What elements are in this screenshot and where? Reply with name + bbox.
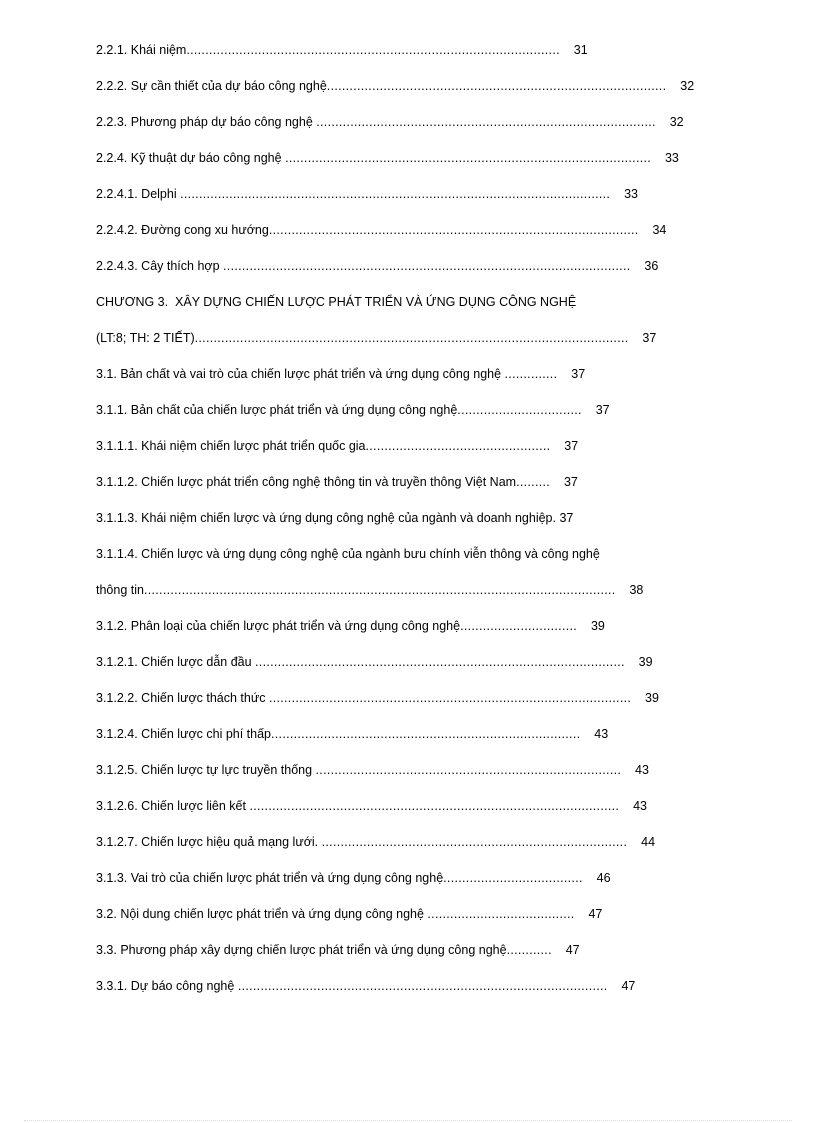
toc-entry [96, 320, 656, 356]
toc-entry [96, 716, 656, 752]
toc-entry [96, 500, 656, 536]
toc-entry-page-number: 39 [577, 619, 605, 633]
toc-entry-page-number: 31 [559, 43, 588, 57]
toc-entry-leader: ..................................... [443, 871, 583, 885]
toc-entry [96, 824, 656, 860]
toc-entry-page-number: 43 [621, 763, 649, 777]
toc-entry-title: 2.2.4.2. Đường cong xu hướng [96, 223, 269, 237]
toc-entry-page-number: 37 [557, 367, 586, 381]
toc-entry-leader: ................................................................................................... [186, 43, 560, 57]
toc-entry-page-number: 32 [655, 115, 684, 129]
toc-entry-leader: .................................................................................................. [237, 979, 608, 993]
toc-entry-leader: ............ [506, 943, 552, 957]
toc-entry-leader: ............................................................................................................ [223, 259, 631, 273]
toc-entry-page-number: 47 [607, 979, 636, 993]
toc-entry [96, 968, 656, 1004]
toc-entry-title: 3.2. Nội dung chiến lược phát triển và ứng dụng công nghệ [96, 907, 428, 921]
toc-entry-title: 3.1.1.1. Khái niệm chiến lược phát triển quốc gia [96, 439, 366, 453]
toc-entry-leader: ....................................... [427, 907, 575, 921]
toc-entry-page-number: 43 [619, 799, 647, 813]
toc-entry-title: 3.1.1.3. Khái niệm chiến lược và ứng dụng công nghệ của ngành và doanh nghiệp. 37 [96, 511, 574, 525]
toc-entry-title: 3.1.2.5. Chiến lược tự lực truyền thống [96, 763, 316, 777]
toc-entry-title: 2.2.1. Khái niệm [96, 43, 187, 57]
toc-entry-title: 3.3.1. Dự báo công nghệ [96, 979, 238, 993]
toc-entry-title: 3.1.1.4. Chiến lược và ứng dụng công nghệ của ngành bưu chính viễn thông và công nghệ [96, 547, 600, 561]
toc-entry-leader: .................................................................................................. [255, 655, 625, 669]
toc-entry-title: 3.1. Bản chất và vai trò của chiến lược phát triển và ứng dụng công nghệ [96, 367, 505, 381]
toc-entry [96, 176, 656, 212]
toc-entry-title: (LT:8; TH: 2 TIẾT) [96, 331, 195, 345]
toc-entry-page-number: 37 [628, 331, 657, 345]
toc-entry-leader: ............................................................................................................................. [143, 583, 616, 597]
toc-entry [96, 680, 659, 716]
toc-entry [96, 572, 656, 608]
toc-entry-title: 2.2.2. Sự cần thiết của dự báo công nghệ [96, 79, 327, 93]
toc-entry-page-number: 47 [574, 907, 603, 921]
toc-entry-page-number: 33 [651, 151, 679, 165]
toc-entry [96, 248, 659, 284]
toc-entry-page-number: 37 [581, 403, 610, 417]
toc-entry-title: thông tin [96, 583, 144, 597]
toc-entry [96, 68, 695, 104]
toc-entry [96, 428, 656, 464]
toc-entry-leader: ................................................................................. [315, 763, 622, 777]
toc-entry [96, 284, 656, 320]
toc-entry-leader: ............................... [460, 619, 578, 633]
toc-entry-title: 3.1.2.6. Chiến lược liên kết [96, 799, 250, 813]
toc-entry-page-number: 44 [627, 835, 656, 849]
toc-entry-leader: ......... [516, 475, 551, 489]
toc-entry-title: 2.2.4. Kỹ thuật dự báo công nghệ [96, 151, 286, 165]
toc-entry-title: CHƯƠNG 3. XÂY DỰNG CHIẾN LƯỢC PHÁT TRIỂN VÀ ỨNG DỤNG CÔNG NGHỆ [96, 295, 577, 309]
toc-entry-page-number: 39 [631, 691, 659, 705]
toc-entry [96, 356, 656, 392]
toc-entry-page-number: 33 [610, 187, 638, 201]
toc-entry-leader: .......................................................................................... [326, 79, 667, 93]
toc-entry-page-number: 32 [666, 79, 695, 93]
toc-entry [96, 140, 679, 176]
toc-entry-title: 3.1.3. Vai trò của chiến lược phát triển và ứng dụng công nghệ [96, 871, 444, 885]
toc-entry-page-number: 39 [624, 655, 653, 669]
toc-entry-title: 2.2.4.1. Delphi [96, 187, 181, 201]
toc-entry-title: 3.1.2. Phân loại của chiến lược phát triển và ứng dụng công nghệ [96, 619, 461, 633]
toc-entry-title: 3.1.2.4. Chiến lược chi phí thấp [96, 727, 271, 741]
toc-entry-leader: .......................................................................................... [316, 115, 656, 129]
toc-entry [96, 32, 656, 68]
toc-entry-leader: .................................................................................................................. [180, 187, 611, 201]
toc-entry-title: 3.1.1.2. Chiến lược phát triển công nghệ thông tin và truyền thông Việt Nam [96, 475, 517, 489]
toc-entry [96, 392, 656, 428]
toc-entry-title: 3.1.2.1. Chiến lược dẫn đầu [96, 655, 256, 669]
toc-entry [96, 104, 684, 140]
toc-entry-page-number: 47 [551, 943, 580, 957]
toc-entry-page-number: 43 [580, 727, 609, 741]
toc-entry-page-number: 37 [550, 475, 578, 489]
toc-entry-leader: ................................................. [365, 439, 551, 453]
toc-entry-page-number: 37 [550, 439, 579, 453]
toc-entry-title: 2.2.4.3. Cây thích hợp [96, 259, 224, 273]
toc-entry-title: 3.1.1. Bản chất của chiến lược phát triển và ứng dụng công nghệ [96, 403, 458, 417]
toc-entry-title: 3.1.2.7. Chiến lược hiệu quả mạng lưới. [96, 835, 322, 849]
toc-entry-leader: .................................................................................................. [249, 799, 620, 813]
toc-entry [96, 752, 656, 788]
toc-entry [96, 644, 656, 680]
toc-entry [96, 536, 656, 572]
toc-entry-leader: ................................................................................. [321, 835, 628, 849]
toc-entry-leader: .................................................................................................. [268, 223, 639, 237]
toc-entry-leader: .................................................................................. [271, 727, 581, 741]
toc-entry-page-number: 36 [630, 259, 659, 273]
toc-entry-page-number: 34 [638, 223, 667, 237]
toc-entry-leader: ................................................................................................ [268, 691, 632, 705]
table-of-contents [96, 32, 695, 1004]
toc-entry-title: 3.1.2.2. Chiến lược thách thức [96, 691, 269, 705]
toc-entry-page-number: 46 [582, 871, 611, 885]
toc-entry-leader: .............. [504, 367, 558, 381]
toc-entry [96, 932, 656, 968]
toc-entry-leader: ................................. [457, 403, 582, 417]
toc-entry-leader: ................................................................................................................... [194, 331, 629, 345]
toc-entry-leader: ................................................................................................. [285, 151, 652, 165]
toc-entry-page-number: 38 [615, 583, 644, 597]
page-bottom-divider [24, 1120, 792, 1121]
toc-entry [96, 608, 656, 644]
toc-entry-title: 2.2.3. Phương pháp dự báo công nghệ [96, 115, 317, 129]
toc-entry [96, 860, 656, 896]
toc-entry [96, 464, 656, 500]
toc-entry [96, 788, 656, 824]
toc-entry [96, 212, 667, 248]
toc-entry [96, 896, 656, 932]
toc-entry-title: 3.3. Phương pháp xây dựng chiến lược phát triển và ứng dụng công nghệ [96, 943, 507, 957]
